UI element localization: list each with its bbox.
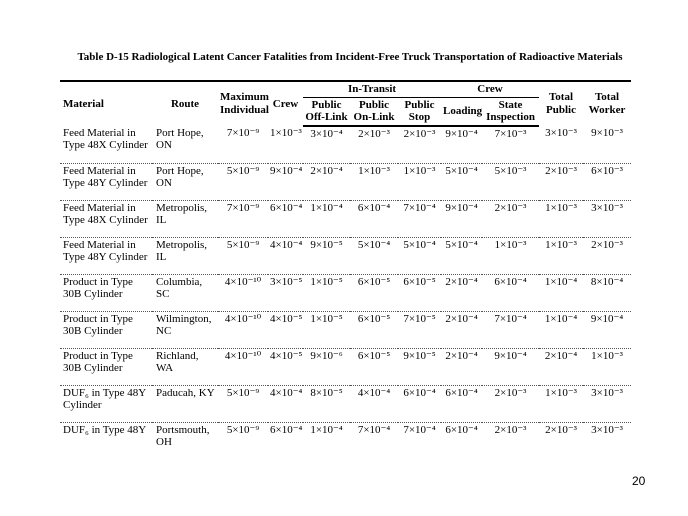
table-row	[60, 422, 631, 459]
table-row	[60, 274, 631, 311]
header-total-public: Total Public	[539, 81, 583, 126]
cell-max-individual: 4×10⁻¹⁰	[218, 348, 268, 385]
cell-public-off-link: 1×10⁻⁴	[303, 200, 350, 237]
cell-max-individual: 5×10⁻⁹	[218, 385, 268, 422]
cell-route: Metropolis, IL	[152, 237, 218, 274]
cell-total-public: 1×10⁻⁴	[539, 274, 583, 311]
cell-public-stop: 7×10⁻⁵	[398, 311, 441, 348]
cell-material: DUF₆ in Type 48Y	[63, 423, 147, 436]
cell-total-worker: 3×10⁻³	[583, 200, 631, 237]
cell-crew: 1×10⁻³	[268, 126, 303, 164]
header-public-off-link: Public Off-Link	[303, 97, 350, 126]
header-max-individual: Maximum Individual	[218, 81, 268, 126]
cell-total-worker: 3×10⁻³	[583, 385, 631, 422]
cell-loading: 2×10⁻⁴	[441, 348, 482, 385]
cell-public-stop: 7×10⁻⁴	[403, 423, 436, 436]
cell-public-off-link: 1×10⁻⁵	[303, 274, 350, 311]
cell-loading: 9×10⁻⁴	[441, 200, 482, 237]
table-row	[60, 237, 631, 274]
cell-state-inspection: 7×10⁻⁴	[482, 311, 539, 348]
table-row	[60, 163, 631, 200]
cell-material: DUF₆ in Type 48Y Cylinder	[60, 385, 152, 422]
header-public-on-link: Public On-Link	[350, 97, 398, 126]
cell-total-public: 1×10⁻³	[539, 200, 583, 237]
cell-state-inspection: 7×10⁻³	[482, 126, 539, 164]
cell-max-individual: 7×10⁻⁹	[218, 200, 268, 237]
cell-total-worker: 3×10⁻³	[591, 423, 623, 436]
cell-public-stop: 5×10⁻⁴	[398, 237, 441, 274]
cell-state-inspection: 2×10⁻³	[482, 385, 539, 422]
cell-state-inspection: 1×10⁻³	[482, 237, 539, 274]
cell-material: Feed Material in Type 48Y Cylinder	[60, 163, 152, 200]
header-crew-group: Crew	[441, 81, 539, 97]
header-state-inspection: State Inspection	[482, 97, 539, 126]
cell-max-individual: 4×10⁻¹⁰	[218, 274, 268, 311]
cell-route: Portsmouth, OH	[156, 423, 210, 448]
cell-total-public: 2×10⁻³	[539, 163, 583, 200]
cell-public-off-link: 8×10⁻⁵	[303, 385, 350, 422]
cell-public-on-link: 5×10⁻⁴	[350, 237, 398, 274]
cell-total-public: 2×10⁻⁴	[539, 348, 583, 385]
cell-material: Product in Type 30B Cylinder	[60, 348, 152, 385]
cell-crew: 9×10⁻⁴	[268, 163, 303, 200]
cell-total-public: 1×10⁻³	[539, 237, 583, 274]
cell-loading: 2×10⁻⁴	[441, 311, 482, 348]
table-container	[60, 80, 631, 464]
cell-route: Port Hope, ON	[152, 163, 218, 200]
cell-total-worker: 9×10⁻³	[583, 126, 631, 164]
cell-total-public: 1×10⁻³	[539, 385, 583, 422]
header-in-transit: In-Transit	[303, 81, 441, 97]
cell-total-worker: 2×10⁻³	[583, 237, 631, 274]
cell-material: Feed Material in Type 48Y Cylinder	[60, 237, 152, 274]
cell-public-on-link: 6×10⁻⁵	[350, 274, 398, 311]
cell-public-off-link: 1×10⁻⁴	[310, 423, 343, 436]
cell-public-on-link: 6×10⁻⁴	[350, 200, 398, 237]
cell-max-individual: 5×10⁻⁹	[218, 163, 268, 200]
header-crew: Crew	[268, 81, 303, 126]
cell-route: Columbia, SC	[152, 274, 218, 311]
cell-state-inspection: 6×10⁻⁴	[482, 274, 539, 311]
cell-loading: 6×10⁻⁴	[441, 385, 482, 422]
cell-route: Wilmington, NC	[152, 311, 218, 348]
cell-total-public: 1×10⁻⁴	[539, 311, 583, 348]
header-material: Material	[60, 81, 152, 126]
cell-material: Product in Type 30B Cylinder	[60, 311, 152, 348]
cell-max-individual: 7×10⁻⁹	[218, 126, 268, 164]
cell-route: Richland, WA	[152, 348, 218, 385]
table-row	[60, 126, 631, 164]
cell-public-on-link: 1×10⁻³	[350, 163, 398, 200]
cell-total-public: 2×10⁻³	[545, 423, 577, 436]
cell-loading: 2×10⁻⁴	[441, 274, 482, 311]
fatalities-table	[60, 80, 631, 459]
cell-loading: 6×10⁻⁴	[445, 423, 478, 436]
header-route: Route	[152, 81, 218, 126]
cell-public-off-link: 2×10⁻⁴	[303, 163, 350, 200]
cell-loading: 5×10⁻⁴	[441, 163, 482, 200]
cell-public-stop: 2×10⁻³	[398, 126, 441, 164]
cell-route: Metropolis, IL	[152, 200, 218, 237]
table-body	[60, 126, 631, 459]
cell-crew: 4×10⁻⁵	[268, 348, 303, 385]
cell-total-worker: 1×10⁻³	[583, 348, 631, 385]
cell-route: Paducah, KY	[152, 385, 218, 422]
cell-state-inspection: 2×10⁻³	[494, 423, 527, 436]
header-public-stop: Public Stop	[398, 97, 441, 126]
cell-public-on-link: 7×10⁻⁴	[357, 423, 391, 436]
table-row	[60, 385, 631, 422]
cell-crew: 4×10⁻⁴	[268, 385, 303, 422]
header-loading: Loading	[441, 97, 482, 126]
cell-public-stop: 7×10⁻⁴	[398, 200, 441, 237]
cell-material: Product in Type 30B Cylinder	[60, 274, 152, 311]
table-row	[60, 200, 631, 237]
header-total-worker: Total Worker	[583, 81, 631, 126]
cell-public-off-link: 3×10⁻⁴	[303, 126, 350, 164]
cell-total-worker: 9×10⁻⁴	[583, 311, 631, 348]
cell-loading: 9×10⁻⁴	[441, 126, 482, 164]
cell-loading: 5×10⁻⁴	[441, 237, 482, 274]
cell-public-on-link: 4×10⁻⁴	[350, 385, 398, 422]
cell-crew: 4×10⁻⁴	[268, 237, 303, 274]
cell-material: Feed Material in Type 48X Cylinder	[60, 200, 152, 237]
cell-public-on-link: 6×10⁻⁵	[350, 311, 398, 348]
header-row-groups	[60, 81, 631, 97]
cell-max-individual: 5×10⁻⁹	[226, 423, 260, 436]
cell-crew: 3×10⁻⁵	[268, 274, 303, 311]
cell-max-individual: 5×10⁻⁹	[218, 237, 268, 274]
cell-public-off-link: 1×10⁻⁵	[303, 311, 350, 348]
cell-public-stop: 1×10⁻³	[398, 163, 441, 200]
cell-max-individual: 4×10⁻¹⁰	[218, 311, 268, 348]
cell-state-inspection: 2×10⁻³	[482, 200, 539, 237]
cell-public-stop: 9×10⁻⁵	[398, 348, 441, 385]
table-row	[60, 311, 631, 348]
cell-state-inspection: 5×10⁻³	[482, 163, 539, 200]
cell-crew: 6×10⁻⁴	[270, 423, 303, 436]
cell-material: Feed Material in Type 48X Cylinder	[60, 126, 152, 164]
cell-public-stop: 6×10⁻⁴	[398, 385, 441, 422]
cell-crew: 6×10⁻⁴	[268, 200, 303, 237]
page-number: 20	[632, 474, 646, 488]
cell-total-worker: 6×10⁻³	[583, 163, 631, 200]
table-title: Table D-15 Radiological Latent Cancer Fatalities from Incident-Free Truck Transportation of Radioactive Materials	[77, 51, 623, 63]
cell-public-off-link: 9×10⁻⁵	[303, 237, 350, 274]
cell-total-worker: 8×10⁻⁴	[583, 274, 631, 311]
cell-public-on-link: 6×10⁻⁵	[350, 348, 398, 385]
table-row	[60, 348, 631, 385]
cell-state-inspection: 9×10⁻⁴	[482, 348, 539, 385]
cell-crew: 4×10⁻⁵	[268, 311, 303, 348]
cell-public-on-link: 2×10⁻³	[350, 126, 398, 164]
cell-route: Port Hope, ON	[152, 126, 218, 164]
cell-total-public: 3×10⁻³	[539, 126, 583, 164]
cell-public-off-link: 9×10⁻⁶	[303, 348, 350, 385]
cell-public-stop: 6×10⁻⁵	[398, 274, 441, 311]
